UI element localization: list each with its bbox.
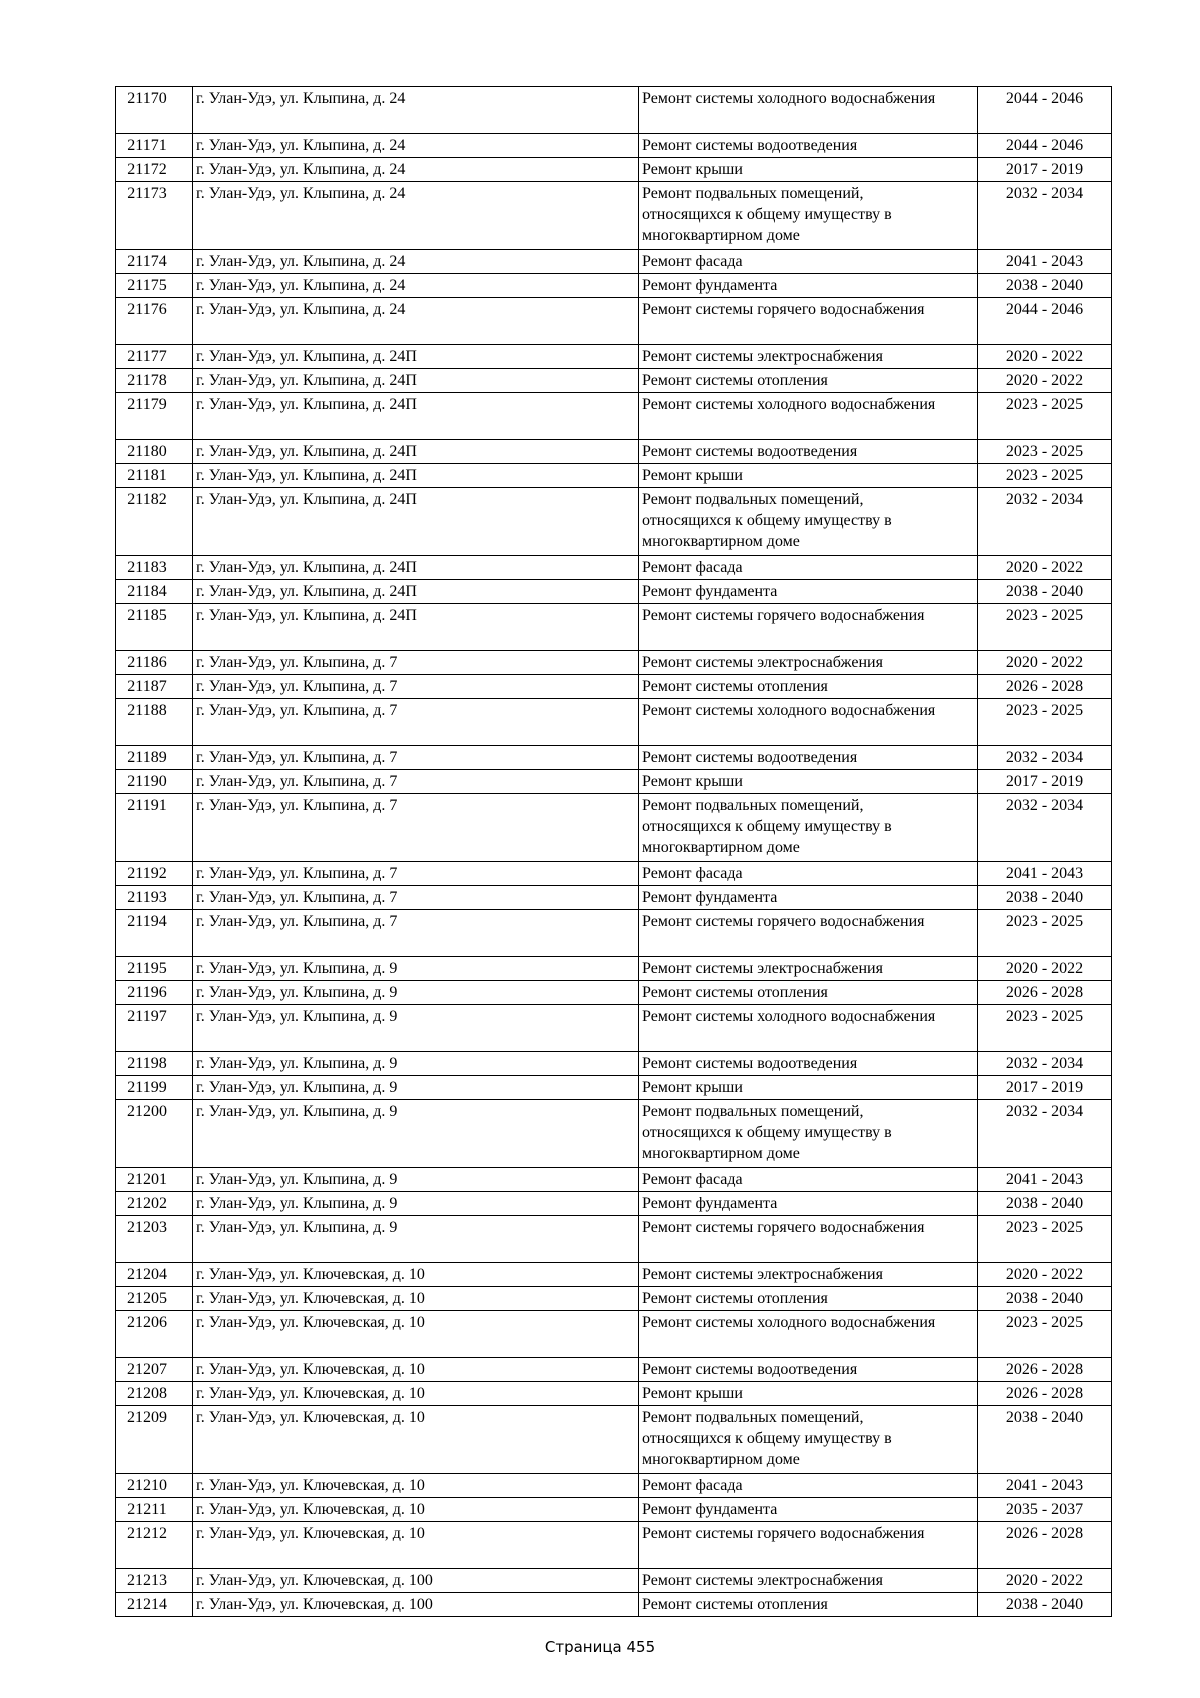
table-row [116, 464, 1112, 488]
row-number: 21174 [116, 250, 193, 274]
row-address: г. Улан-Удэ, ул. Ключевская, д. 100 [193, 1593, 639, 1617]
row-number: 21187 [116, 675, 193, 699]
table-row [116, 1474, 1112, 1498]
row-period: 2017 - 2019 [978, 1076, 1112, 1100]
row-address: г. Улан-Удэ, ул. Ключевская, д. 10 [193, 1498, 639, 1522]
table-row [116, 699, 1112, 746]
row-number: 21199 [116, 1076, 193, 1100]
row-work-type: Ремонт крыши [639, 464, 978, 488]
row-period: 2041 - 2043 [978, 1168, 1112, 1192]
row-address: г. Улан-Удэ, ул. Клыпина, д. 9 [193, 1005, 639, 1052]
row-period: 2032 - 2034 [978, 1052, 1112, 1076]
row-work-type: Ремонт системы отопления [639, 1287, 978, 1311]
table-row [116, 1216, 1112, 1263]
row-period: 2032 - 2034 [978, 746, 1112, 770]
row-number: 21191 [116, 794, 193, 862]
row-number: 21210 [116, 1474, 193, 1498]
row-period: 2020 - 2022 [978, 1263, 1112, 1287]
row-address: г. Улан-Удэ, ул. Клыпина, д. 24 [193, 134, 639, 158]
row-address: г. Улан-Удэ, ул. Клыпина, д. 7 [193, 886, 639, 910]
row-address: г. Улан-Удэ, ул. Клыпина, д. 7 [193, 862, 639, 886]
row-work-type: Ремонт фасада [639, 862, 978, 886]
table-row [116, 1498, 1112, 1522]
row-work-type: Ремонт фундамента [639, 274, 978, 298]
row-address: г. Улан-Удэ, ул. Клыпина, д. 24 [193, 182, 639, 250]
row-work-type: Ремонт системы горячего водоснабжения [639, 910, 978, 957]
row-period: 2020 - 2022 [978, 651, 1112, 675]
row-address: г. Улан-Удэ, ул. Клыпина, д. 24 [193, 274, 639, 298]
row-address: г. Улан-Удэ, ул. Клыпина, д. 24П [193, 440, 639, 464]
row-address: г. Улан-Удэ, ул. Клыпина, д. 24П [193, 488, 639, 556]
row-number: 21202 [116, 1192, 193, 1216]
row-number: 21194 [116, 910, 193, 957]
row-period: 2041 - 2043 [978, 1474, 1112, 1498]
row-number: 21186 [116, 651, 193, 675]
row-address: г. Улан-Удэ, ул. Клыпина, д. 7 [193, 699, 639, 746]
table-row [116, 1382, 1112, 1406]
row-period: 2026 - 2028 [978, 675, 1112, 699]
row-period: 2020 - 2022 [978, 1569, 1112, 1593]
table-row [116, 675, 1112, 699]
row-number: 21203 [116, 1216, 193, 1263]
table-body [116, 87, 1112, 1617]
row-work-type: Ремонт системы холодного водоснабжения [639, 87, 978, 134]
row-address: г. Улан-Удэ, ул. Ключевская, д. 10 [193, 1406, 639, 1474]
row-period: 2023 - 2025 [978, 1311, 1112, 1358]
row-address: г. Улан-Удэ, ул. Клыпина, д. 9 [193, 1100, 639, 1168]
table-row [116, 910, 1112, 957]
table-row [116, 862, 1112, 886]
row-period: 2023 - 2025 [978, 910, 1112, 957]
row-work-type: Ремонт системы холодного водоснабжения [639, 1311, 978, 1358]
row-work-type: Ремонт системы горячего водоснабжения [639, 298, 978, 345]
row-work-type: Ремонт подвальных помещений, относящихся к общему имуществу в многоквартирном доме [639, 182, 978, 250]
row-number: 21177 [116, 345, 193, 369]
row-work-type: Ремонт системы горячего водоснабжения [639, 604, 978, 651]
table-row [116, 1100, 1112, 1168]
table-row [116, 488, 1112, 556]
row-number: 21189 [116, 746, 193, 770]
row-work-type: Ремонт крыши [639, 1076, 978, 1100]
row-work-type: Ремонт подвальных помещений, относящихся к общему имуществу в многоквартирном доме [639, 794, 978, 862]
row-address: г. Улан-Удэ, ул. Клыпина, д. 24 [193, 158, 639, 182]
row-address: г. Улан-Удэ, ул. Клыпина, д. 9 [193, 1192, 639, 1216]
row-work-type: Ремонт подвальных помещений, относящихся к общему имуществу в многоквартирном доме [639, 1406, 978, 1474]
row-work-type: Ремонт системы холодного водоснабжения [639, 1005, 978, 1052]
row-number: 21208 [116, 1382, 193, 1406]
table-row [116, 158, 1112, 182]
row-work-type: Ремонт системы электроснабжения [639, 345, 978, 369]
row-address: г. Улан-Удэ, ул. Клыпина, д. 24П [193, 369, 639, 393]
row-number: 21205 [116, 1287, 193, 1311]
row-number: 21200 [116, 1100, 193, 1168]
table-row [116, 1406, 1112, 1474]
row-work-type: Ремонт системы водоотведения [639, 134, 978, 158]
table-row [116, 182, 1112, 250]
row-address: г. Улан-Удэ, ул. Клыпина, д. 9 [193, 957, 639, 981]
row-period: 2020 - 2022 [978, 345, 1112, 369]
row-work-type: Ремонт подвальных помещений, относящихся к общему имуществу в многоквартирном доме [639, 1100, 978, 1168]
repair-schedule-table [115, 86, 1112, 1617]
table-row [116, 746, 1112, 770]
row-number: 21192 [116, 862, 193, 886]
table-row [116, 1569, 1112, 1593]
table-row [116, 651, 1112, 675]
row-work-type: Ремонт фасада [639, 556, 978, 580]
row-work-type: Ремонт системы электроснабжения [639, 957, 978, 981]
table-row [116, 393, 1112, 440]
row-number: 21195 [116, 957, 193, 981]
row-period: 2038 - 2040 [978, 1593, 1112, 1617]
row-period: 2032 - 2034 [978, 794, 1112, 862]
row-address: г. Улан-Удэ, ул. Клыпина, д. 24П [193, 604, 639, 651]
table-row [116, 1005, 1112, 1052]
row-work-type: Ремонт системы водоотведения [639, 1358, 978, 1382]
row-number: 21214 [116, 1593, 193, 1617]
row-period: 2026 - 2028 [978, 1358, 1112, 1382]
row-number: 21204 [116, 1263, 193, 1287]
row-address: г. Улан-Удэ, ул. Клыпина, д. 7 [193, 794, 639, 862]
row-number: 21175 [116, 274, 193, 298]
row-work-type: Ремонт системы отопления [639, 981, 978, 1005]
row-address: г. Улан-Удэ, ул. Клыпина, д. 7 [193, 770, 639, 794]
row-number: 21176 [116, 298, 193, 345]
row-work-type: Ремонт системы горячего водоснабжения [639, 1216, 978, 1263]
row-period: 2017 - 2019 [978, 158, 1112, 182]
page-number: Страница 455 [544, 1638, 656, 1656]
row-work-type: Ремонт подвальных помещений, относящихся к общему имуществу в многоквартирном доме [639, 488, 978, 556]
row-number: 21193 [116, 886, 193, 910]
table-row [116, 1593, 1112, 1617]
row-address: г. Улан-Удэ, ул. Клыпина, д. 9 [193, 1052, 639, 1076]
table-row [116, 1263, 1112, 1287]
row-number: 21183 [116, 556, 193, 580]
row-address: г. Улан-Удэ, ул. Клыпина, д. 24 [193, 298, 639, 345]
row-work-type: Ремонт фундамента [639, 580, 978, 604]
table-row [116, 1192, 1112, 1216]
row-period: 2041 - 2043 [978, 862, 1112, 886]
table-row [116, 298, 1112, 345]
row-work-type: Ремонт системы холодного водоснабжения [639, 699, 978, 746]
row-number: 21206 [116, 1311, 193, 1358]
table-row [116, 770, 1112, 794]
row-period: 2035 - 2037 [978, 1498, 1112, 1522]
row-period: 2023 - 2025 [978, 1216, 1112, 1263]
row-number: 21182 [116, 488, 193, 556]
table-row [116, 580, 1112, 604]
row-address: г. Улан-Удэ, ул. Ключевская, д. 10 [193, 1287, 639, 1311]
row-number: 21184 [116, 580, 193, 604]
row-period: 2044 - 2046 [978, 298, 1112, 345]
row-number: 21181 [116, 464, 193, 488]
row-period: 2023 - 2025 [978, 1005, 1112, 1052]
row-number: 21213 [116, 1569, 193, 1593]
table-row [116, 1076, 1112, 1100]
row-work-type: Ремонт системы водоотведения [639, 1052, 978, 1076]
row-address: г. Улан-Удэ, ул. Клыпина, д. 24 [193, 250, 639, 274]
table-row [116, 345, 1112, 369]
row-number: 21170 [116, 87, 193, 134]
row-number: 21171 [116, 134, 193, 158]
row-period: 2041 - 2043 [978, 250, 1112, 274]
row-number: 21185 [116, 604, 193, 651]
table-row [116, 604, 1112, 651]
row-number: 21179 [116, 393, 193, 440]
row-address: г. Улан-Удэ, ул. Клыпина, д. 24П [193, 464, 639, 488]
row-work-type: Ремонт системы водоотведения [639, 746, 978, 770]
row-work-type: Ремонт системы отопления [639, 369, 978, 393]
row-address: г. Улан-Удэ, ул. Клыпина, д. 7 [193, 675, 639, 699]
row-address: г. Улан-Удэ, ул. Клыпина, д. 24П [193, 556, 639, 580]
row-work-type: Ремонт системы электроснабжения [639, 1569, 978, 1593]
row-work-type: Ремонт фундамента [639, 886, 978, 910]
row-period: 2038 - 2040 [978, 886, 1112, 910]
table-row [116, 981, 1112, 1005]
row-work-type: Ремонт фасада [639, 1168, 978, 1192]
table-row [116, 274, 1112, 298]
row-period: 2044 - 2046 [978, 87, 1112, 134]
row-work-type: Ремонт системы электроснабжения [639, 651, 978, 675]
row-number: 21190 [116, 770, 193, 794]
row-period: 2023 - 2025 [978, 464, 1112, 488]
row-period: 2032 - 2034 [978, 182, 1112, 250]
row-period: 2023 - 2025 [978, 604, 1112, 651]
row-number: 21188 [116, 699, 193, 746]
row-number: 21209 [116, 1406, 193, 1474]
row-address: г. Улан-Удэ, ул. Клыпина, д. 24П [193, 393, 639, 440]
row-period: 2032 - 2034 [978, 1100, 1112, 1168]
row-address: г. Улан-Удэ, ул. Ключевская, д. 10 [193, 1522, 639, 1569]
table-row [116, 556, 1112, 580]
row-work-type: Ремонт системы электроснабжения [639, 1263, 978, 1287]
row-period: 2026 - 2028 [978, 1522, 1112, 1569]
row-work-type: Ремонт фасада [639, 250, 978, 274]
row-number: 21180 [116, 440, 193, 464]
table-row [116, 1522, 1112, 1569]
row-work-type: Ремонт крыши [639, 770, 978, 794]
table-row [116, 1168, 1112, 1192]
row-number: 21201 [116, 1168, 193, 1192]
row-period: 2017 - 2019 [978, 770, 1112, 794]
row-work-type: Ремонт системы отопления [639, 675, 978, 699]
row-address: г. Улан-Удэ, ул. Клыпина, д. 9 [193, 1216, 639, 1263]
row-number: 21211 [116, 1498, 193, 1522]
table-row [116, 1052, 1112, 1076]
row-number: 21207 [116, 1358, 193, 1382]
row-period: 2038 - 2040 [978, 1192, 1112, 1216]
row-address: г. Улан-Удэ, ул. Клыпина, д. 9 [193, 1168, 639, 1192]
table-row [116, 1358, 1112, 1382]
row-period: 2038 - 2040 [978, 274, 1112, 298]
row-period: 2023 - 2025 [978, 440, 1112, 464]
row-address: г. Улан-Удэ, ул. Ключевская, д. 10 [193, 1358, 639, 1382]
row-address: г. Улан-Удэ, ул. Клыпина, д. 9 [193, 981, 639, 1005]
row-work-type: Ремонт фасада [639, 1474, 978, 1498]
table-row [116, 794, 1112, 862]
row-work-type: Ремонт системы отопления [639, 1593, 978, 1617]
row-address: г. Улан-Удэ, ул. Ключевская, д. 10 [193, 1382, 639, 1406]
row-address: г. Улан-Удэ, ул. Ключевская, д. 10 [193, 1474, 639, 1498]
row-address: г. Улан-Удэ, ул. Клыпина, д. 24П [193, 580, 639, 604]
row-address: г. Улан-Удэ, ул. Ключевская, д. 10 [193, 1263, 639, 1287]
row-work-type: Ремонт фундамента [639, 1498, 978, 1522]
row-period: 2044 - 2046 [978, 134, 1112, 158]
row-period: 2026 - 2028 [978, 1382, 1112, 1406]
row-period: 2020 - 2022 [978, 957, 1112, 981]
row-number: 21178 [116, 369, 193, 393]
row-address: г. Улан-Удэ, ул. Клыпина, д. 24П [193, 345, 639, 369]
row-number: 21173 [116, 182, 193, 250]
row-address: г. Улан-Удэ, ул. Клыпина, д. 7 [193, 746, 639, 770]
row-work-type: Ремонт системы холодного водоснабжения [639, 393, 978, 440]
row-number: 21197 [116, 1005, 193, 1052]
table-row [116, 134, 1112, 158]
row-address: г. Улан-Удэ, ул. Клыпина, д. 7 [193, 910, 639, 957]
table-row [116, 886, 1112, 910]
row-number: 21172 [116, 158, 193, 182]
row-address: г. Улан-Удэ, ул. Клыпина, д. 7 [193, 651, 639, 675]
row-number: 21198 [116, 1052, 193, 1076]
row-work-type: Ремонт крыши [639, 158, 978, 182]
row-period: 2026 - 2028 [978, 981, 1112, 1005]
table-row [116, 250, 1112, 274]
row-address: г. Улан-Удэ, ул. Клыпина, д. 24 [193, 87, 639, 134]
row-address: г. Улан-Удэ, ул. Ключевская, д. 10 [193, 1311, 639, 1358]
table-row [116, 957, 1112, 981]
table-row [116, 440, 1112, 464]
row-address: г. Улан-Удэ, ул. Клыпина, д. 9 [193, 1076, 639, 1100]
row-period: 2020 - 2022 [978, 556, 1112, 580]
row-period: 2023 - 2025 [978, 699, 1112, 746]
row-work-type: Ремонт крыши [639, 1382, 978, 1406]
row-period: 2038 - 2040 [978, 1287, 1112, 1311]
table-row [116, 87, 1112, 134]
row-period: 2032 - 2034 [978, 488, 1112, 556]
row-number: 21196 [116, 981, 193, 1005]
row-work-type: Ремонт фундамента [639, 1192, 978, 1216]
row-address: г. Улан-Удэ, ул. Ключевская, д. 100 [193, 1569, 639, 1593]
row-work-type: Ремонт системы водоотведения [639, 440, 978, 464]
row-period: 2038 - 2040 [978, 580, 1112, 604]
row-period: 2038 - 2040 [978, 1406, 1112, 1474]
row-work-type: Ремонт системы горячего водоснабжения [639, 1522, 978, 1569]
row-period: 2020 - 2022 [978, 369, 1112, 393]
table-row [116, 1311, 1112, 1358]
row-number: 21212 [116, 1522, 193, 1569]
row-period: 2023 - 2025 [978, 393, 1112, 440]
table-row [116, 1287, 1112, 1311]
table-row [116, 369, 1112, 393]
